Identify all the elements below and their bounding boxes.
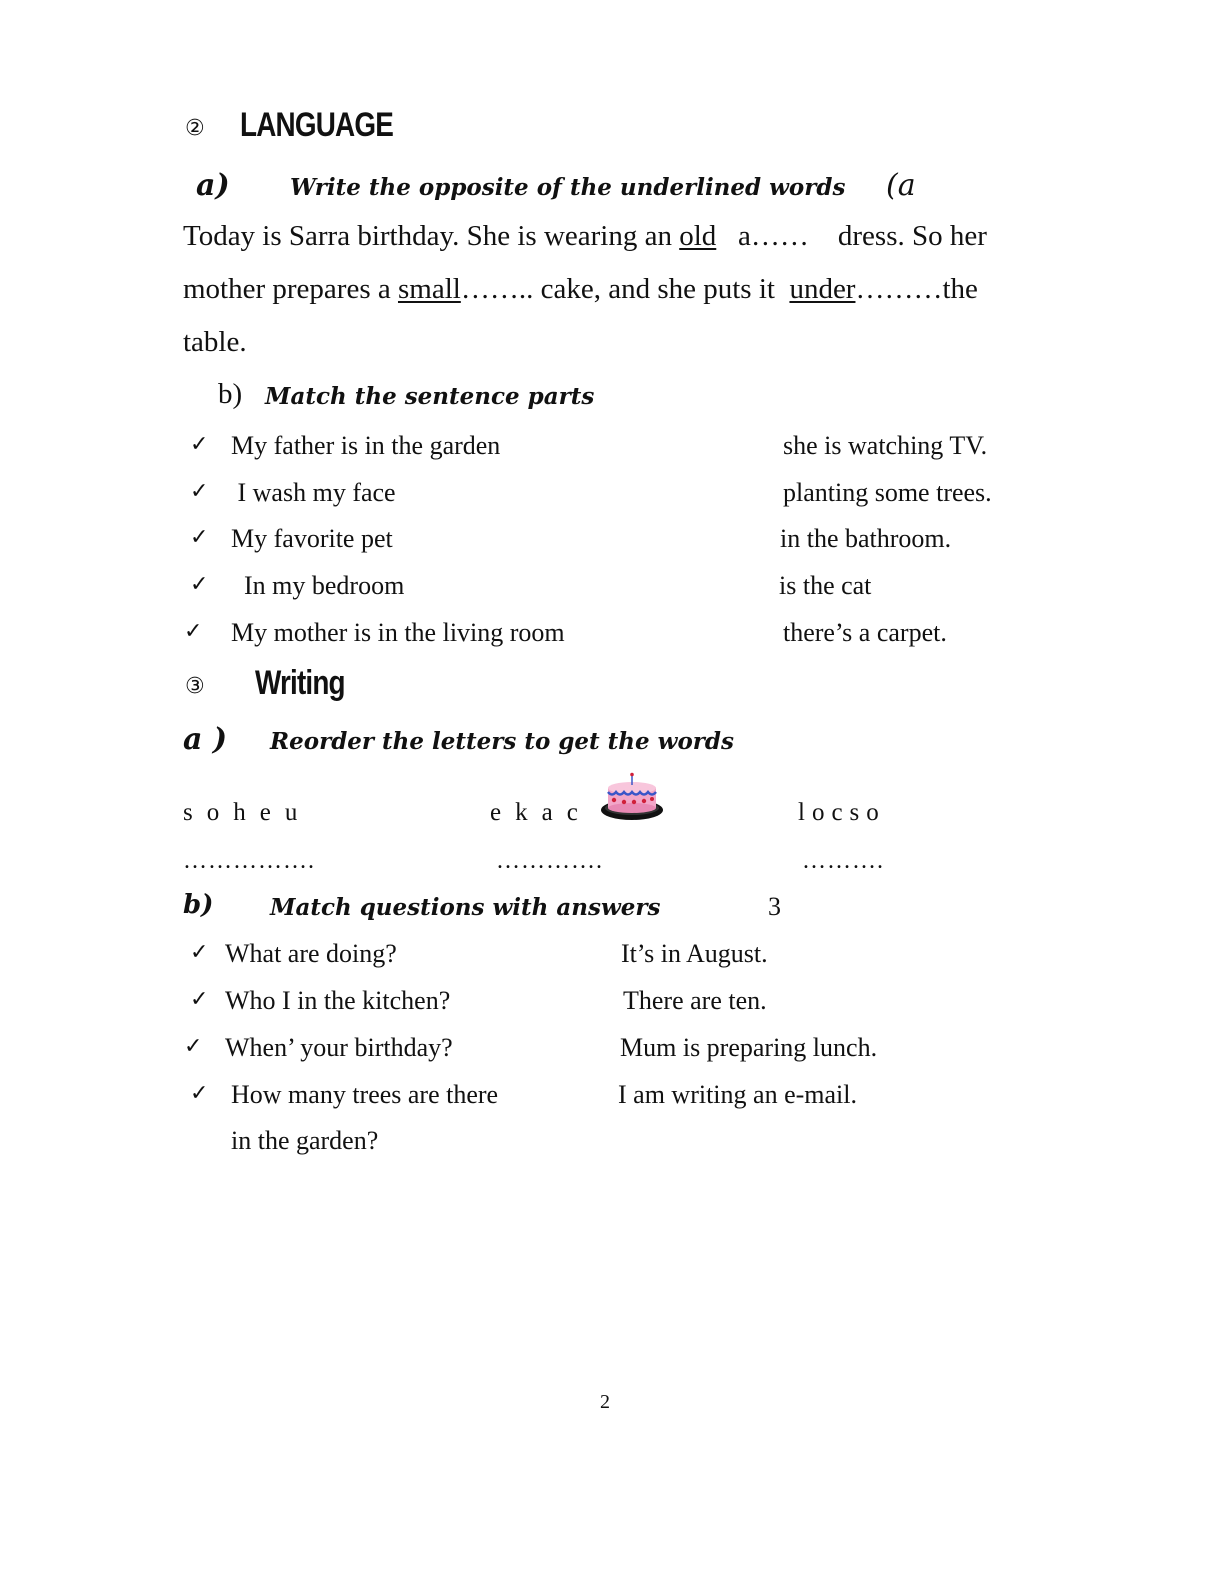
opposites-line-3: table. <box>183 326 247 358</box>
opposites-line-2: mother prepares a small…….. cake, and she puts it under………the <box>183 273 978 305</box>
writing-part-b-instruction: Match questions with answers <box>270 894 661 921</box>
question-2: Who I in the kitchen? <box>225 986 451 1015</box>
match-right-5: there’s a carpet. <box>783 618 947 647</box>
section-title-writing: Writing <box>255 664 345 702</box>
opposites-line-1: Today is Sarra birthday. She is wearing an old a…… dress. So her <box>183 220 987 252</box>
scrambled-word-1: soheu <box>183 799 312 826</box>
match-left-4: In my bedroom <box>231 571 405 600</box>
section-marker-3: ③ <box>185 674 205 699</box>
birthday-cake-icon <box>598 772 666 824</box>
question-4: How many trees are there <box>231 1080 499 1109</box>
match-left-1: My father is in the garden <box>231 431 501 460</box>
part-a-marker: (a <box>886 168 916 203</box>
section-title-language: LANGUAGE <box>240 106 393 144</box>
match-right-3: in the bathroom. <box>780 524 952 553</box>
writing-part-a-letter: a ) <box>183 722 228 757</box>
mark-value: 3 <box>768 892 781 921</box>
writing-part-b-letter: b) <box>183 890 214 920</box>
section-marker-2: ② <box>185 116 205 141</box>
check-icon: ✓ <box>190 1081 209 1106</box>
check-icon: ✓ <box>190 572 209 597</box>
match-right-1: she is watching TV. <box>783 431 988 460</box>
check-icon: ✓ <box>184 1034 203 1059</box>
writing-part-a-instruction: Reorder the letters to get the words <box>270 728 734 755</box>
part-b-instruction: Match the sentence parts <box>265 383 595 410</box>
match-left-5: My mother is in the living room <box>231 618 565 647</box>
part-a-instruction: Write the opposite of the underlined words <box>290 174 846 201</box>
check-icon: ✓ <box>190 987 209 1012</box>
match-right-2: planting some trees. <box>783 478 992 507</box>
underlined-word-small: small <box>397 273 461 305</box>
page-number: 2 <box>600 1391 610 1413</box>
check-icon: ✓ <box>190 432 209 457</box>
underlined-word-old: old <box>679 220 717 252</box>
question-3: When’ your birthday? <box>225 1033 453 1062</box>
check-icon: ✓ <box>190 940 209 965</box>
answer-3: Mum is preparing lunch. <box>620 1033 878 1062</box>
check-icon: ✓ <box>184 619 203 644</box>
match-left-2: I wash my face <box>231 478 396 507</box>
answer-4: I am writing an e-mail. <box>618 1080 857 1109</box>
check-icon: ✓ <box>190 525 209 550</box>
scrambled-word-3: locso <box>798 799 886 826</box>
match-left-3: My favorite pet <box>231 524 393 553</box>
part-b-letter: b) <box>218 378 243 410</box>
answer-2: There are ten. <box>623 986 767 1015</box>
answer-blank-2: …………. <box>496 848 603 874</box>
answer-1: It’s in August. <box>621 939 768 968</box>
answer-blank-3: ………. <box>802 848 884 874</box>
question-4-continued: in the garden? <box>231 1126 379 1155</box>
question-1: What are doing? <box>225 939 397 968</box>
check-icon: ✓ <box>190 479 209 504</box>
underlined-word-under: under <box>789 273 856 305</box>
answer-blank-1: ……………. <box>183 848 315 874</box>
scrambled-word-2: ekac <box>490 799 592 826</box>
part-a-letter: a) <box>196 168 230 203</box>
match-right-4: is the cat <box>779 571 872 600</box>
